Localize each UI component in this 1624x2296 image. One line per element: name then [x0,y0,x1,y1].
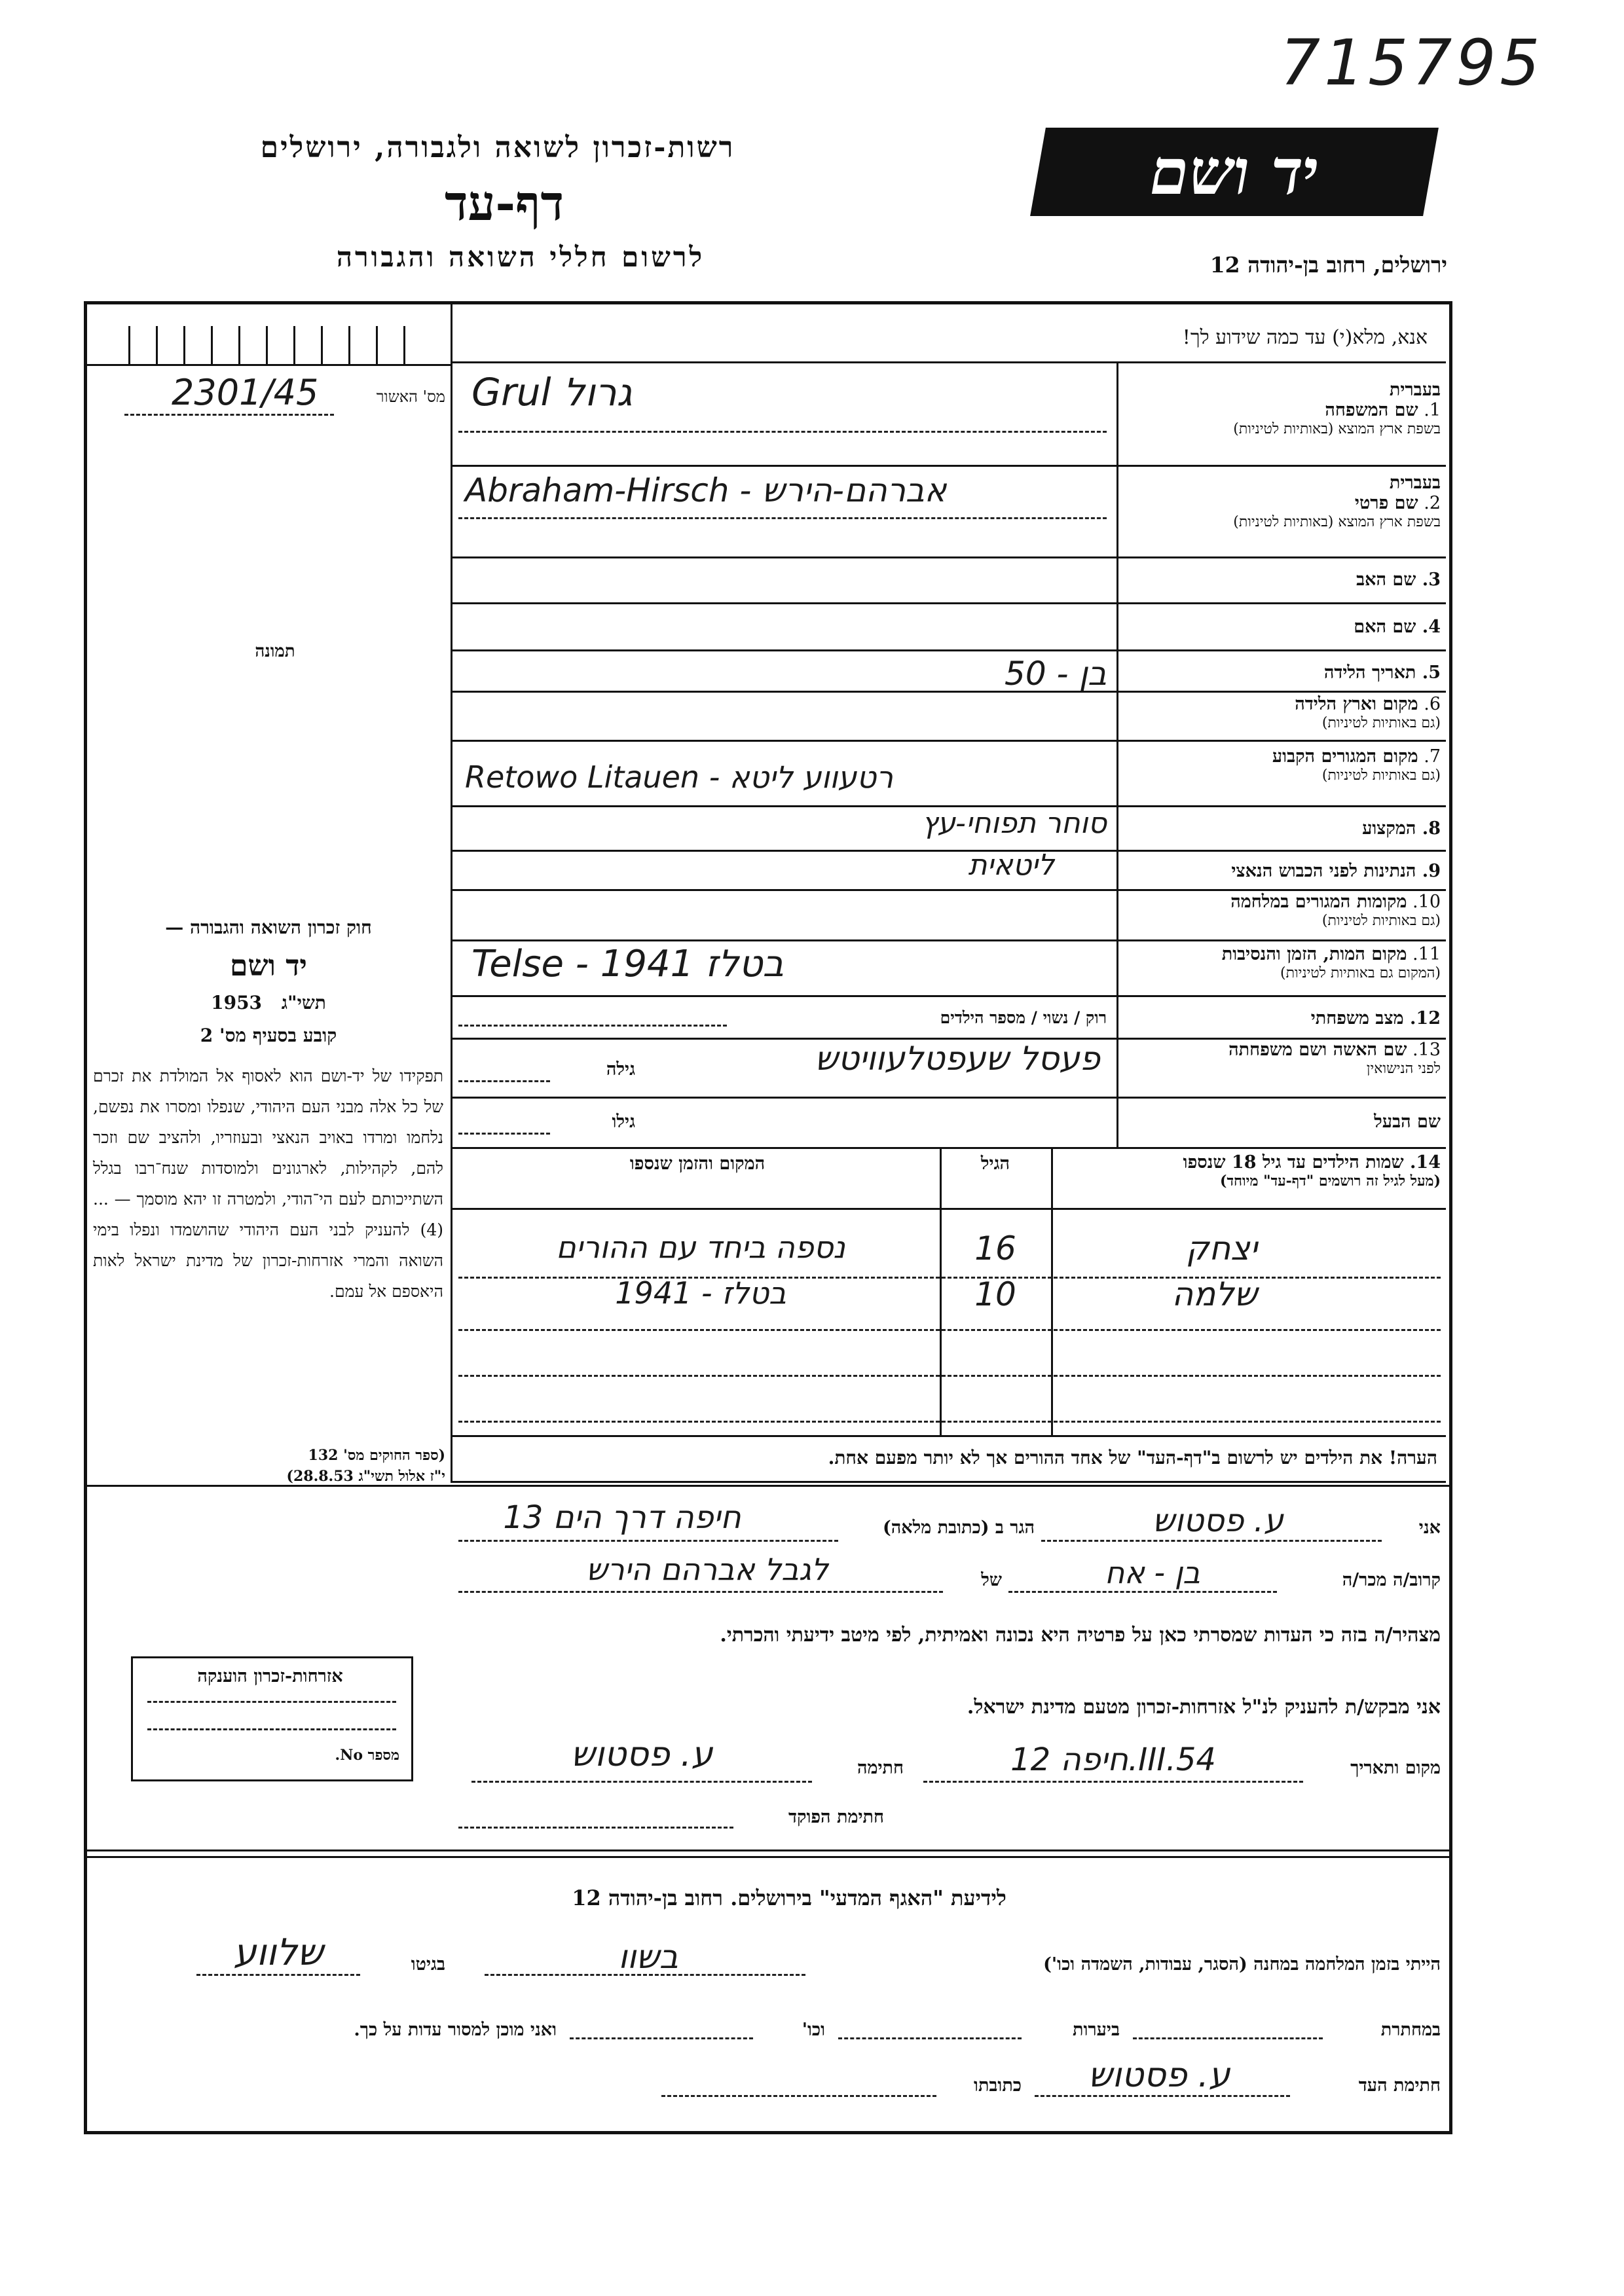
field-name: שם האב [1356,570,1416,590]
place-date-line [923,1781,1303,1783]
form-subtitle: לרשום חללי השואה והגבורה [336,241,705,273]
tick [321,326,323,365]
certificate-line [147,1701,396,1703]
tick [293,326,295,365]
footer-divider [84,1850,1449,1851]
field-name: שם האשה ושם משפחתה [1228,1040,1407,1060]
approval-box-bottom [85,364,451,366]
approval-label: מס' האשור [376,388,445,406]
field-name: המקצוע [1362,818,1416,839]
relation-label: קרוב/ה מכר/ה [1342,1570,1441,1590]
child-2-age[interactable]: 10 [974,1275,1016,1313]
children-note: הערה! את הילדים יש לרשום ב"דף-העד" של אחד ההורים אך לא יותר מפעם אחת. [828,1447,1437,1468]
ready-label: ואני מוכן למסור עדות על כך. [354,2020,557,2040]
archive-number: 715795 [1280,26,1544,100]
relation-line [1008,1591,1277,1593]
field-num: 8. [1422,818,1441,839]
child-row-line [458,1375,1441,1377]
law-ref-2: י"ז אלול תשי"ג 28.8.53) [286,1468,445,1485]
field-name: מקום וארץ הלידה [1295,694,1418,714]
label-column-divider [1116,361,1118,1147]
field-num: 10. [1412,892,1441,912]
forests-label: ביערות [1072,2020,1120,2040]
tick [128,326,130,365]
approval-number[interactable]: 2301/45 [172,372,319,413]
declarant-name[interactable]: ע. פסטוש [1153,1503,1283,1539]
institution-name: רשות-זכרון לשואה ולגבורה, ירושלים [260,131,735,164]
row-divider [451,939,1446,941]
relation-value[interactable]: בן - אח [1105,1555,1200,1590]
field-name: מקום המגורים הקבוע [1272,746,1418,767]
field-num: 4. [1422,617,1441,637]
child-row-line [458,1329,1441,1331]
witness-signature-label: חתימת העד [1358,2075,1441,2096]
field-name: מקומות המגורים במלחמה [1230,892,1407,912]
row-divider [451,1147,1446,1149]
children-age-header: הגיל [980,1154,1010,1174]
declarant-address[interactable]: חיפה דרך הים 13 [503,1499,741,1536]
field-5-label [1120,663,1441,683]
field-1-line [458,431,1107,433]
declarant-name-line [1041,1540,1382,1542]
of-value[interactable]: לגבל אברהם הירש [586,1552,828,1587]
field-10-label [1120,892,1441,929]
camp-label: הייתי בזמן המלחמה במחנה (הסגר, עבודות, השמדה וכו') [1043,1954,1441,1975]
husband-age-line [458,1133,550,1135]
field-11-value[interactable]: Telse - 1941 בטלז [471,943,784,985]
place-date-value[interactable]: חיפה 12.III.54 [1010,1741,1216,1778]
tick [376,326,378,365]
field-num: 7. [1424,746,1441,767]
field-name: שם פרטי [1354,493,1418,513]
children-header-divider [451,1208,1446,1210]
field-2-value[interactable]: Abraham-Hirsch - אברהם-הירש [465,471,947,509]
field-7-label [1120,746,1441,784]
underground-label: במחתרת [1380,2020,1441,2040]
field-3-label [1120,570,1441,590]
declaration-statement: מצהיר/ה בזה כי העדות שמסרתי כאן על פרטיה היא נכונה ואמיתית, לפי מיטב ידיעתי והכרתי. [720,1624,1441,1647]
husband-age-label: גילו [612,1112,635,1132]
witness-address-line [661,2095,936,2097]
of-line [458,1591,943,1593]
tick [238,326,240,365]
witness-address-label: כתובתו [974,2075,1022,2096]
husband-label: שם הבעל [1374,1112,1441,1132]
law-title: חוק זכרון השואה והגבורה — [165,917,372,938]
row-divider [451,556,1446,558]
row-divider [451,465,1446,467]
law-year-number: 1953 [211,992,263,1013]
officer-signature-label: חתימת הפוקד [788,1807,884,1827]
field-sub: לפני הנישואין [1366,1061,1441,1077]
field-num: 12. [1410,1008,1441,1029]
law-year [92,992,445,1014]
field-sub: בשפת ארץ המוצא (באותיות לטיניות) [1233,514,1441,530]
field-num: 5. [1422,663,1441,683]
field-sub: (גם באותיות לטיניות) [1321,767,1441,784]
witness-line [1035,2095,1290,2097]
residing-label: הגר ב (כתובת מלאה) [882,1518,1035,1538]
row-divider [451,649,1446,651]
field-9-label [1120,861,1441,881]
field-12-line [458,1025,727,1027]
row-divider [451,995,1446,997]
field-num: 1. [1424,400,1441,420]
child-2-name[interactable]: שלמה [1172,1275,1257,1313]
hebrew-tag: בעברית [1389,473,1441,493]
place-date-label: מקום ותאריך [1350,1758,1441,1778]
certificate-title: אזרחות-זכרון הוענקה [197,1666,343,1686]
field-name: תאריך הלידה [1323,663,1416,683]
row-divider [451,740,1446,742]
wife-age-label: גילה [606,1059,635,1080]
row-divider [451,602,1446,604]
witness-signature-value[interactable]: ע. פסטוש [1088,2056,1230,2095]
camp-value[interactable]: בשוו [618,1938,678,1976]
note-bottom [451,1481,1446,1483]
child-1-name[interactable]: יצחק [1186,1230,1257,1267]
left-column-divider [451,304,452,1483]
certificate-number: מספר No. [335,1747,399,1764]
signature-value[interactable]: ע. פסטוש [570,1735,713,1774]
row-divider [451,889,1446,891]
note-divider [451,1435,1446,1437]
law-section: קובע בסעיף מס' 2 [200,1025,337,1046]
field-12-options: רוק / נשוי / מספר הילדים [940,1008,1107,1027]
officer-line [458,1827,733,1829]
photo-label: תמונה [255,642,295,661]
form-title: דף-עד [444,175,564,232]
approval-line [124,414,334,416]
children-divider-name [1051,1147,1053,1435]
field-sub: בשפת ארץ המוצא (באותיות לטיניות) [1233,421,1441,437]
tick [211,326,213,365]
certificate-line [147,1728,396,1730]
field-1-value[interactable]: Grul גרול [471,370,633,414]
child-1-age[interactable]: 16 [974,1230,1016,1267]
ghetto-line [196,1974,360,1976]
wife-age-line [458,1080,550,1082]
underground-line [1133,2037,1323,2039]
field-11-label [1120,944,1441,981]
field-7-value[interactable]: Retowo Litauen - רטעווע ליטא [465,759,894,795]
field-8-label [1120,818,1441,839]
law-year-hebrew: תשי"ג [281,992,326,1013]
footer-title: לידיעת "האגף המדעי" בירושלים. רחוב בן-יהודה 12 [572,1886,1006,1910]
tick [156,326,158,365]
etc-label: וכו' [802,2020,825,2040]
ghetto-value[interactable]: שלווע [233,1931,323,1974]
field-12-label [1120,1008,1441,1029]
field-9-value[interactable]: ליטאית [968,848,1054,882]
hebrew-tag: בעברית [1389,380,1441,400]
field-8-value[interactable]: סוחר תפוחי-עץ [921,807,1107,840]
field-13-label [1120,1040,1441,1077]
children-header-text: 14. שמות הילדים עד גיל 18 שנספו [1183,1152,1441,1173]
law-body: תפקידו של יד-ושם הוא לאסוף אל המולדת את זכרם של כל אלה מבני העם היהודי, שנפלו ומסרו את נפשם, נלחמו ומרדו באויב הנאצי ובעוזריו, ולהציב שם וזכר להם, לקהילות, לארגונים ולמוסדות שנח־רבו בגלל השתייכותם לעם הי־הודי, ולמטרה זו יהא מוסמך — ...(4) להעניק לבני העם היהודי שהושמדו ונפלו בימי השואה והמרי אזרחות-זכרון של מדינת ישראל לאות היאספם אל עמם. [93,1066,443,1301]
field-num: 6. [1424,694,1441,714]
field-num: 11. [1412,944,1441,964]
row-divider [451,691,1446,693]
field-name: מצב משפחתי [1310,1008,1404,1029]
field-num: 3. [1422,570,1441,590]
signature-line [471,1781,812,1783]
forests-line [838,2037,1022,2039]
form-instruction: אנא, מלא(י) עד כמה שידוע לך! [1182,326,1428,349]
field-name: מקום המות, הזמן והנסיבות [1221,944,1407,964]
of-label: של [981,1570,1002,1590]
camp-line [485,1974,805,1976]
field-sub: (גם באותיות לטיניות) [1321,913,1441,929]
field-2-line [458,517,1107,519]
etc-line [570,2037,753,2039]
field-13-value[interactable]: פעסל שעפטלעוויטש [815,1040,1100,1078]
field-num: 9. [1422,861,1441,881]
field-num: 13. [1412,1040,1441,1060]
field-name: הנתינות לפני הכבוש הנאצי [1231,861,1416,881]
field-2-label [1120,473,1441,530]
child-1-place[interactable]: נספה ביחד עם ההורים [556,1230,845,1265]
field-num: 2. [1424,493,1441,513]
declarant-i-label: אני [1418,1518,1441,1538]
field-6-label [1120,694,1441,731]
declaration-top [84,1485,1449,1487]
children-header [1054,1152,1441,1190]
instruction-divider [451,361,1446,363]
children-divider-age [940,1147,942,1435]
law-ref-1: (ספר החוקים מס' 132 [308,1447,445,1464]
children-subheader: (מעל לגיל זה רושמים "דף-עד" מיוחד) [1220,1173,1441,1190]
field-name: שם האם [1354,617,1416,637]
footer-divider-2 [84,1856,1449,1858]
row-divider [451,1097,1446,1099]
yad-vashem-logo: יד ושם [1030,128,1439,216]
tick [403,326,405,365]
ghetto-label: בגיטו [411,1954,445,1975]
field-sub: (גם באותיות לטיניות) [1321,715,1441,731]
field-1-label [1120,380,1441,437]
law-name: יד ושם [230,949,307,983]
tick [266,326,268,365]
signature-label: חתימה [857,1758,904,1778]
field-name: שם המשפחה [1325,400,1418,420]
children-place-header: המקום והזמן שנספו [629,1154,766,1174]
declaration-request: אני מבקש/ת להעניק לנ"ל אזרחות-זכרון מטעם מדינת ישראל. [967,1696,1441,1719]
field-sub: (המקום גם באותיות לטיניות) [1280,965,1441,981]
tick [183,326,185,365]
address: ירושלים, רחוב בן-יהודה 12 [1209,252,1447,278]
child-2-place[interactable]: בטלז - 1941 [615,1275,786,1311]
tick [348,326,350,365]
child-row-line [458,1421,1441,1423]
field-4-label [1120,617,1441,637]
address-line [458,1540,838,1542]
field-5-value[interactable]: בן - 50 [1005,655,1107,693]
